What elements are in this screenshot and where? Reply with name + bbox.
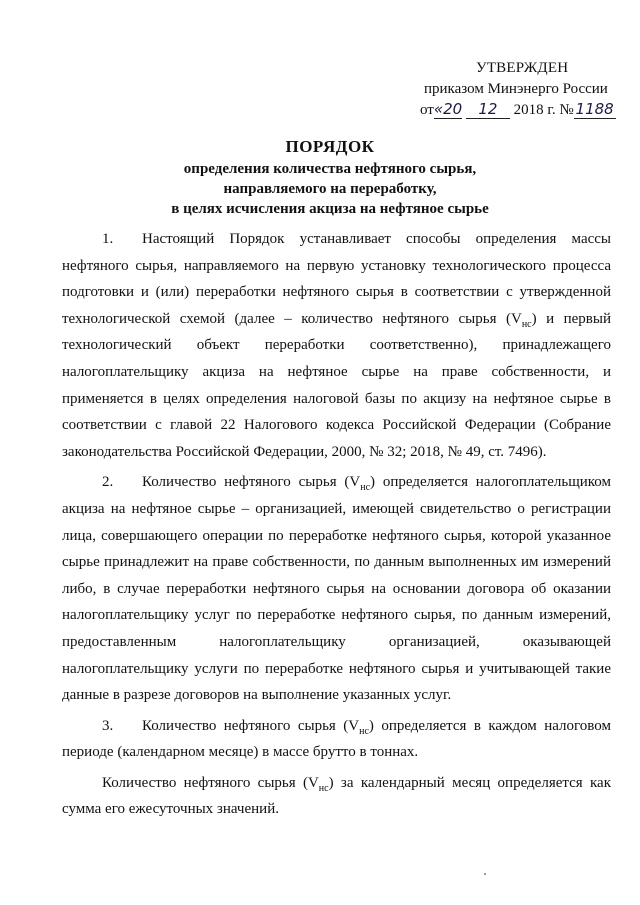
paragraph-3-subscript: нс [359, 725, 369, 737]
paragraph-1-number: 1. [102, 231, 114, 247]
paragraph-1-subscript: нс [521, 318, 532, 330]
paragraph-2 [62, 469, 611, 708]
paragraph-4-text-a: Количество нефтяного сырья (V [102, 774, 319, 791]
approval-from-prefix: от [420, 102, 434, 118]
paragraph-2-subscript: нс [360, 482, 371, 494]
approval-number-handwritten: 1188 [575, 100, 614, 118]
paragraph-3 [62, 713, 611, 766]
approval-date-line [420, 100, 620, 121]
title-line-2: направляемого на переработку, [223, 181, 437, 197]
paragraph-2-number: 2. [102, 474, 114, 491]
paragraph-4-text-b: ) за календарный месяц определяется как сумма его ежесуточных значений. [62, 774, 612, 818]
document-body [62, 226, 611, 823]
approval-day-handwritten: «20 [433, 100, 463, 118]
paragraph-1 [62, 226, 611, 465]
title-main: ПОРЯДОК [285, 137, 375, 156]
paragraph-3-text-b: ) определяется в каждом налоговом периоде (календарном месяце) в массе брутто в тоннах. [62, 717, 611, 761]
title-line-3: в целях исчисления акциза на нефтяное сырье [171, 201, 489, 217]
document-title [60, 137, 600, 219]
title-line-1: определения количества нефтяного сырья, [183, 161, 477, 177]
approval-block [420, 58, 620, 121]
approval-order-line: приказом Минэнерго России [424, 81, 608, 97]
paragraph-2-text-a: Количество нефтяного сырья (V [142, 474, 361, 491]
paragraph-1-text-b: ) и первый технологический объект переработки соответственно), принадлежащего налогоплательщику акциза на нефтяное сырье на праве собственности, и применяется в целях определения налоговой базы по акцизу на нефтяное сырье в соответствии с главой 22 Налогового кодекса Российской Федерации (Собрание законодательства Российской Федерации, 2000, № 32; 2018, № 49, ст. 7496). [62, 310, 611, 460]
paragraph-4-subscript: нс [318, 782, 329, 794]
approval-heading: УТВЕРЖДЕН [476, 60, 569, 76]
approval-month-handwritten: 12 [466, 101, 510, 119]
approval-year-text: 2018 г. № [513, 102, 574, 118]
paragraph-3-number: 3. [102, 717, 114, 734]
paragraph-3-text-a: Количество нефтяного сырья (V [142, 717, 360, 734]
scan-speck [484, 873, 486, 875]
paragraph-1-text-a: Настоящий Порядок устанавливает способы определения массы нефтяного сырья, направляемого на первую установку технологического процесса подготовки и (или) переработки нефтяного сырья в соответствии с утвержденной технологической схемой (далее – количество нефтяного сырья (V [62, 231, 611, 327]
paragraph-2-text-b: ) определяется налогоплательщиком акциза на нефтяное сырье – организацией, имеющей свидетельство о регистрации лица, совершающего операции по переработке нефтяного сырья, которой указанное сырье принадлежит на праве собственности, по данным выполненных им измерений либо, в случае переработки нефтяного сырья на основании договора об оказании налогоплательщику услуг по переработке нефтяного сырья, по данным измерений, предоставленным налогоплательщику организацией, оказывающей налогоплательщику услуги по переработке нефтяного сырья и учитывающей такие данные в разрезе договоров на выполнение указанных услуг. [62, 474, 612, 704]
paragraph-4 [62, 770, 611, 823]
